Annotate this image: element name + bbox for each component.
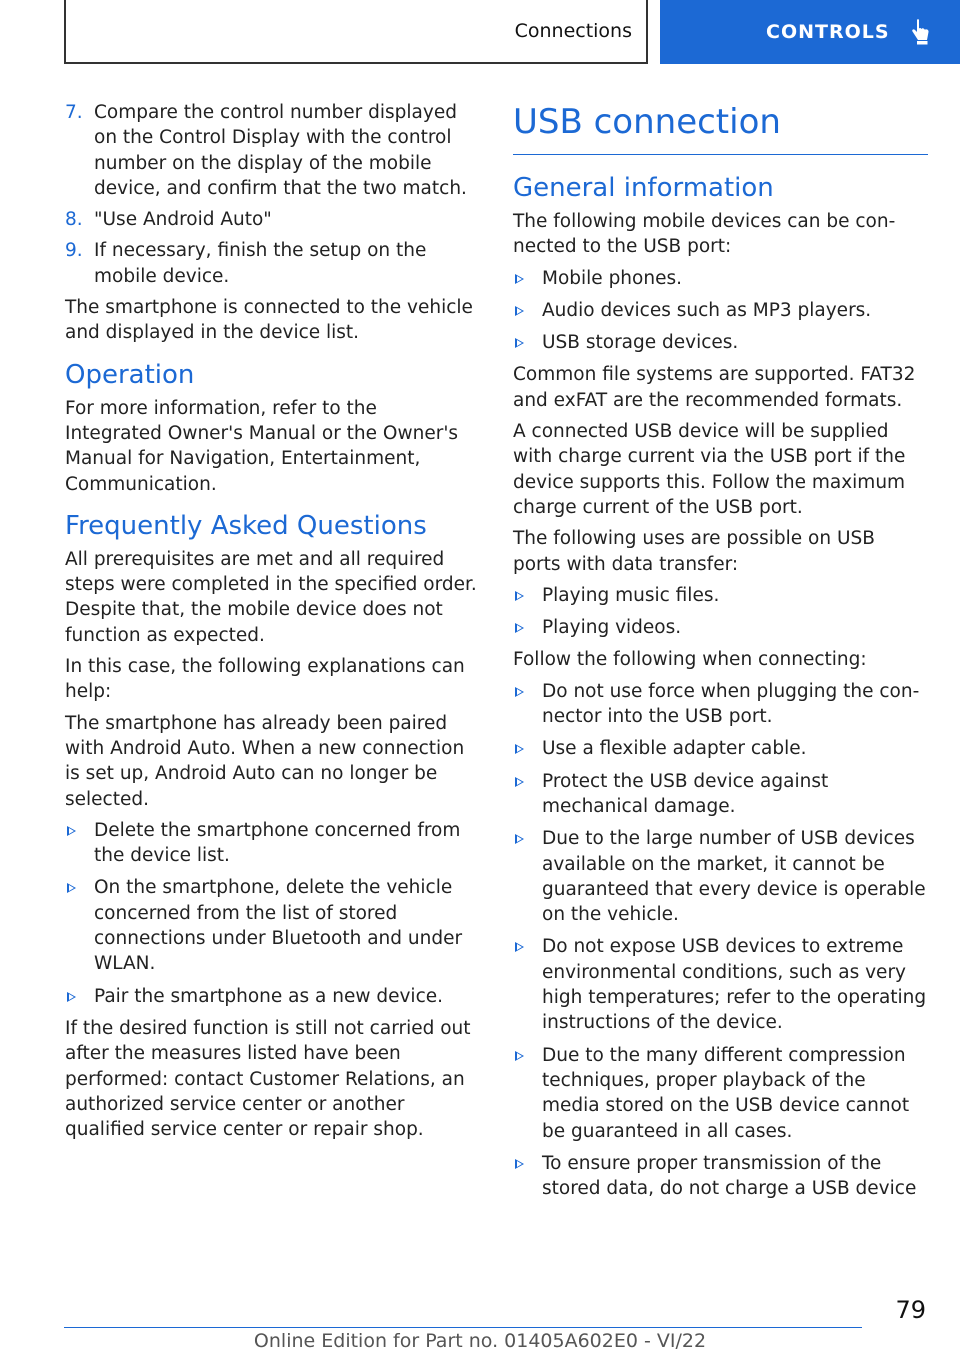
list-item-text: Use a flexible adapter cable. — [542, 738, 807, 760]
list-item-text: On the smartphone, delete the vehicle concerned from the list of stored connections under Bluetooth and under WLAN. — [94, 877, 463, 975]
follow-paragraph: Follow the following when connecting: — [513, 649, 867, 671]
bullet-triangle-icon — [515, 591, 524, 601]
list-item-text: Playing videos. — [542, 617, 682, 639]
list-item-text: Mobile phones. — [542, 267, 682, 289]
uses-paragraph: The following uses are possible on USB ports with data transfer: — [513, 528, 875, 575]
bullet-triangle-icon — [515, 274, 524, 284]
list-item-text: Do not expose USB devices to extreme environmental conditions, such as very high temperatures; refer to the operating instructions of the device. — [542, 936, 927, 1034]
list-item — [513, 583, 928, 608]
faq-paragraph: All prerequisites are met and all required steps were completed in the specified order. Despite that, the mobile device does not function as expected. — [65, 548, 477, 646]
list-item — [513, 330, 928, 355]
step-number: 9. — [65, 240, 83, 262]
hand-pointer-icon — [908, 19, 932, 45]
list-item-text: Playing music files. — [542, 584, 720, 606]
list-item-text: USB storage devices. — [542, 332, 739, 354]
intro-paragraph: The following mobile devices can be connected to the USB port: — [513, 211, 896, 258]
bullet-triangle-icon — [515, 777, 524, 787]
header-chapter-tab[interactable] — [660, 0, 960, 64]
list-item — [513, 615, 928, 640]
step-item — [65, 207, 477, 232]
bullet-triangle-icon — [515, 306, 524, 316]
section-title: USB connection — [513, 100, 928, 155]
step-item — [65, 238, 477, 289]
list-item — [65, 875, 477, 976]
list-item — [513, 934, 928, 1035]
list-item-text: Pair the smartphone as a new device. — [94, 985, 443, 1007]
list-item — [513, 679, 928, 730]
list-item-text: To ensure proper transmission of the stored data, do not charge a USB device — [542, 1152, 917, 1200]
list-item — [513, 298, 928, 323]
filesystems-paragraph: Common file systems are supported. FAT32 and exFAT are the recommended formats. — [513, 364, 916, 411]
bullet-triangle-icon — [515, 1051, 524, 1061]
list-item — [513, 826, 928, 927]
faq-paragraph: In this case, the following explanations can help: — [65, 656, 465, 703]
faq-paragraph: If the desired function is still not carried out after the measures listed have been performed: contact Customer Relations, an authorized service center or another qualified service center or repair shop. — [65, 1017, 471, 1141]
list-item — [513, 266, 928, 291]
bullet-triangle-icon — [67, 992, 76, 1002]
list-item — [65, 818, 477, 869]
page-number: 79 — [895, 1296, 926, 1324]
step-text: Compare the control number displayed on the Control Display with the control number on the display of the mobile device, and confirm that the two match. — [94, 102, 467, 199]
header-section-tab — [64, 0, 648, 64]
faq-heading: Frequently Asked Questions — [65, 510, 427, 541]
step-item — [65, 100, 477, 201]
step-text: "Use Android Auto" — [94, 209, 272, 231]
footer-divider — [64, 1327, 862, 1328]
general-heading: General information — [513, 173, 774, 203]
list-item-text: Due to the large number of USB devices available on the market, it cannot be guaranteed that every device is operable on the vehicle. — [542, 828, 926, 926]
bullet-triangle-icon — [515, 744, 524, 754]
list-item-text: Protect the USB device against mechanical damage. — [542, 770, 829, 817]
bullet-triangle-icon — [515, 942, 524, 952]
list-item — [513, 769, 928, 820]
header-section-label: Connections — [514, 20, 632, 42]
step-number: 8. — [65, 209, 83, 231]
bullet-triangle-icon — [515, 338, 524, 348]
bullet-triangle-icon — [67, 826, 76, 836]
charge-paragraph: A connected USB device will be supplied with charge current via the USB port if the device supports this. Follow the maximum charge current of the USB port. — [513, 421, 906, 518]
bullet-triangle-icon — [515, 834, 524, 844]
header-chapter-label: CONTROLS — [766, 21, 890, 43]
step-number: 7. — [65, 102, 83, 123]
right-column — [513, 100, 928, 1208]
list-item-text: Due to the many different compression techniques, proper playback of the media stored on the USB device cannot be guaranteed in all cases. — [542, 1044, 910, 1142]
list-item-text: Audio devices such as MP3 players. — [542, 299, 872, 321]
bullet-triangle-icon — [515, 687, 524, 697]
bullet-triangle-icon — [515, 623, 524, 633]
list-item-text: Do not use force when plugging the connector into the USB port. — [542, 680, 920, 728]
list-item — [513, 1151, 928, 1202]
list-item-text: Delete the smartphone concerned from the device list. — [94, 819, 461, 867]
bullet-triangle-icon — [515, 1159, 524, 1169]
list-item — [513, 736, 928, 761]
list-item — [65, 984, 477, 1009]
list-item — [513, 1043, 928, 1144]
connected-paragraph: The smartphone is connected to the vehicle and displayed in the device list. — [65, 297, 473, 344]
step-text: If necessary, finish the setup on the mobile device. — [94, 240, 427, 287]
operation-heading: Operation — [65, 359, 195, 390]
operation-paragraph: For more information, refer to the Integrated Owner's Manual or the Owner's Manual for Navigation, Entertainment, Communication. — [65, 397, 459, 495]
bullet-triangle-icon — [67, 883, 76, 893]
left-column — [65, 100, 477, 1148]
faq-paragraph: The smartphone has already been paired with Android Auto. When a new connection is set up, Android Auto can no longer be selected. — [65, 712, 465, 810]
footer-edition: Online Edition for Part no. 01405A602E0 - VI/22 — [253, 1330, 707, 1352]
